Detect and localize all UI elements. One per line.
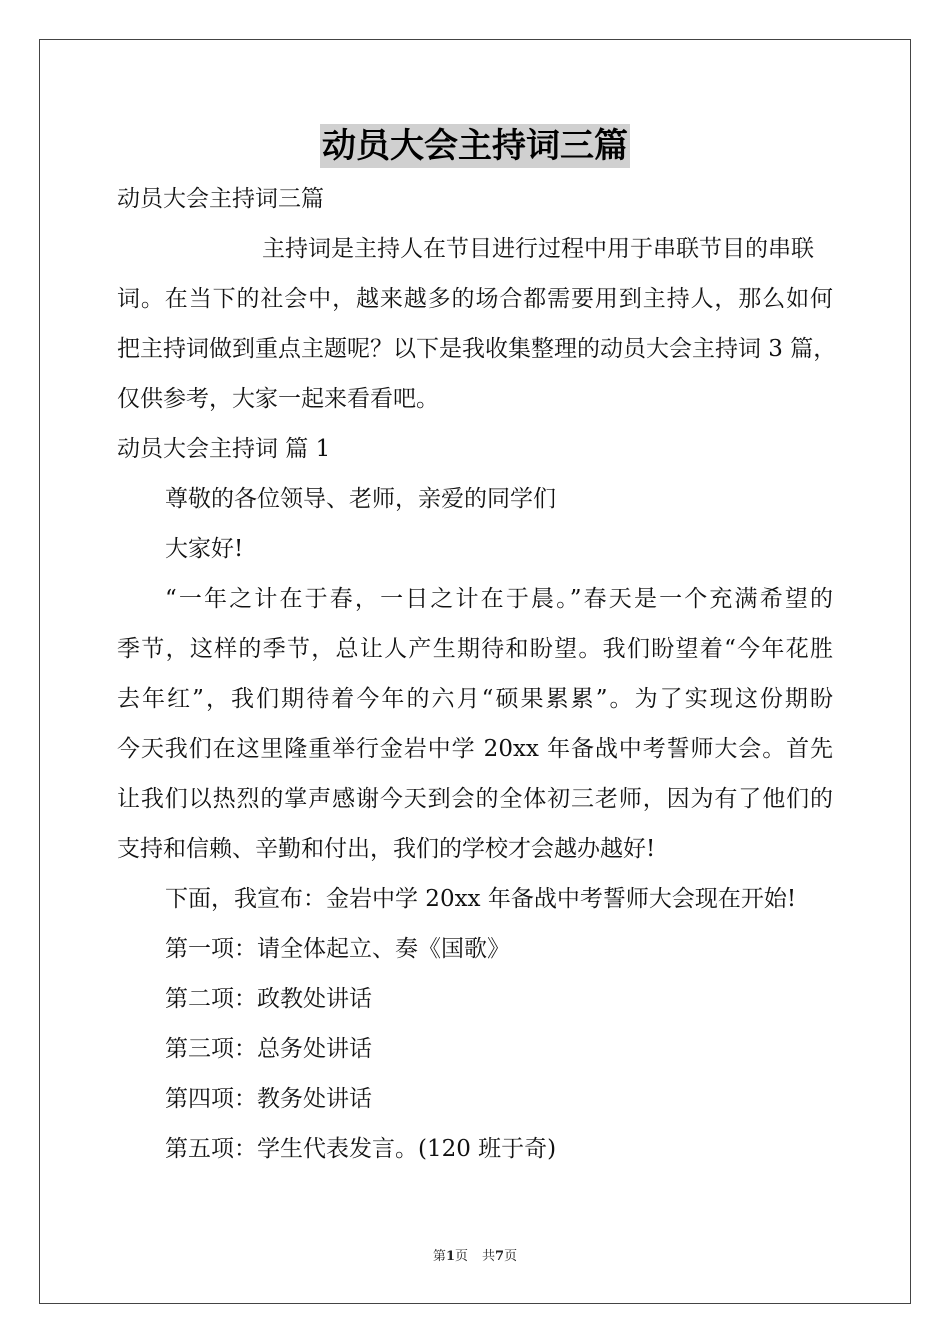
total-label-suffix: 页 [504, 1249, 518, 1264]
paragraph-line: 把主持词做到重点主题呢？以下是我收集整理的动员大会主持词 3 篇， [117, 336, 837, 362]
section-heading: 动员大会主持词 篇 1 [117, 436, 331, 462]
document-title: 动员大会主持词三篇 [322, 126, 628, 166]
greeting-line: 尊敬的各位领导、老师，亲爱的同学们 [165, 486, 556, 512]
total-page-number: 7 [495, 1249, 505, 1264]
total-label-prefix: 共 [482, 1249, 496, 1264]
page-label-prefix: 第 [432, 1249, 446, 1264]
agenda-item: 第一项：请全体起立、奏《国歌》 [165, 936, 510, 962]
paragraph-line: 主持词是主持人在节目进行过程中用于串联节目的串联 [262, 236, 814, 262]
paragraph-line: 词。在当下的社会中，越来越多的场合都需要用到主持人，那么如何 [117, 286, 833, 312]
page-border [39, 39, 911, 1304]
page-footer [0, 1248, 950, 1266]
greeting-line: 大家好! [165, 536, 244, 562]
page-label-suffix: 页 [454, 1249, 468, 1264]
agenda-item: 第四项：教务处讲话 [165, 1086, 372, 1112]
announcement-line: 下面，我宣布：金岩中学 20xx 年备战中考誓师大会现在开始! [165, 886, 797, 912]
title-container [0, 124, 950, 168]
paragraph-line: 仅供参考，大家一起来看看吧。 [117, 386, 439, 412]
paragraph-line: “一年之计在于春，一日之计在于晨。”春天是一个充满希望的 [165, 586, 833, 612]
paragraph-line: 支持和信赖、辛勤和付出，我们的学校才会越办越好! [117, 836, 656, 862]
current-page-number: 1 [445, 1249, 455, 1264]
agenda-item: 第三项：总务处讲话 [165, 1036, 372, 1062]
subtitle-line: 动员大会主持词三篇 [117, 186, 324, 212]
paragraph-line: 季节，这样的季节，总让人产生期待和盼望。我们盼望着“今年花胜 [117, 636, 833, 662]
agenda-item: 第二项：政教处讲话 [165, 986, 372, 1012]
paragraph-line: 去年红”，我们期待着今年的六月“硕果累累”。为了实现这份期盼 [117, 686, 833, 712]
paragraph-line: 让我们以热烈的掌声感谢今天到会的全体初三老师，因为有了他们的 [117, 786, 833, 812]
paragraph-line: 今天我们在这里隆重举行金岩中学 20xx 年备战中考誓师大会。首先 [117, 736, 833, 762]
agenda-item: 第五项：学生代表发言。(120 班于奇) [165, 1136, 557, 1162]
